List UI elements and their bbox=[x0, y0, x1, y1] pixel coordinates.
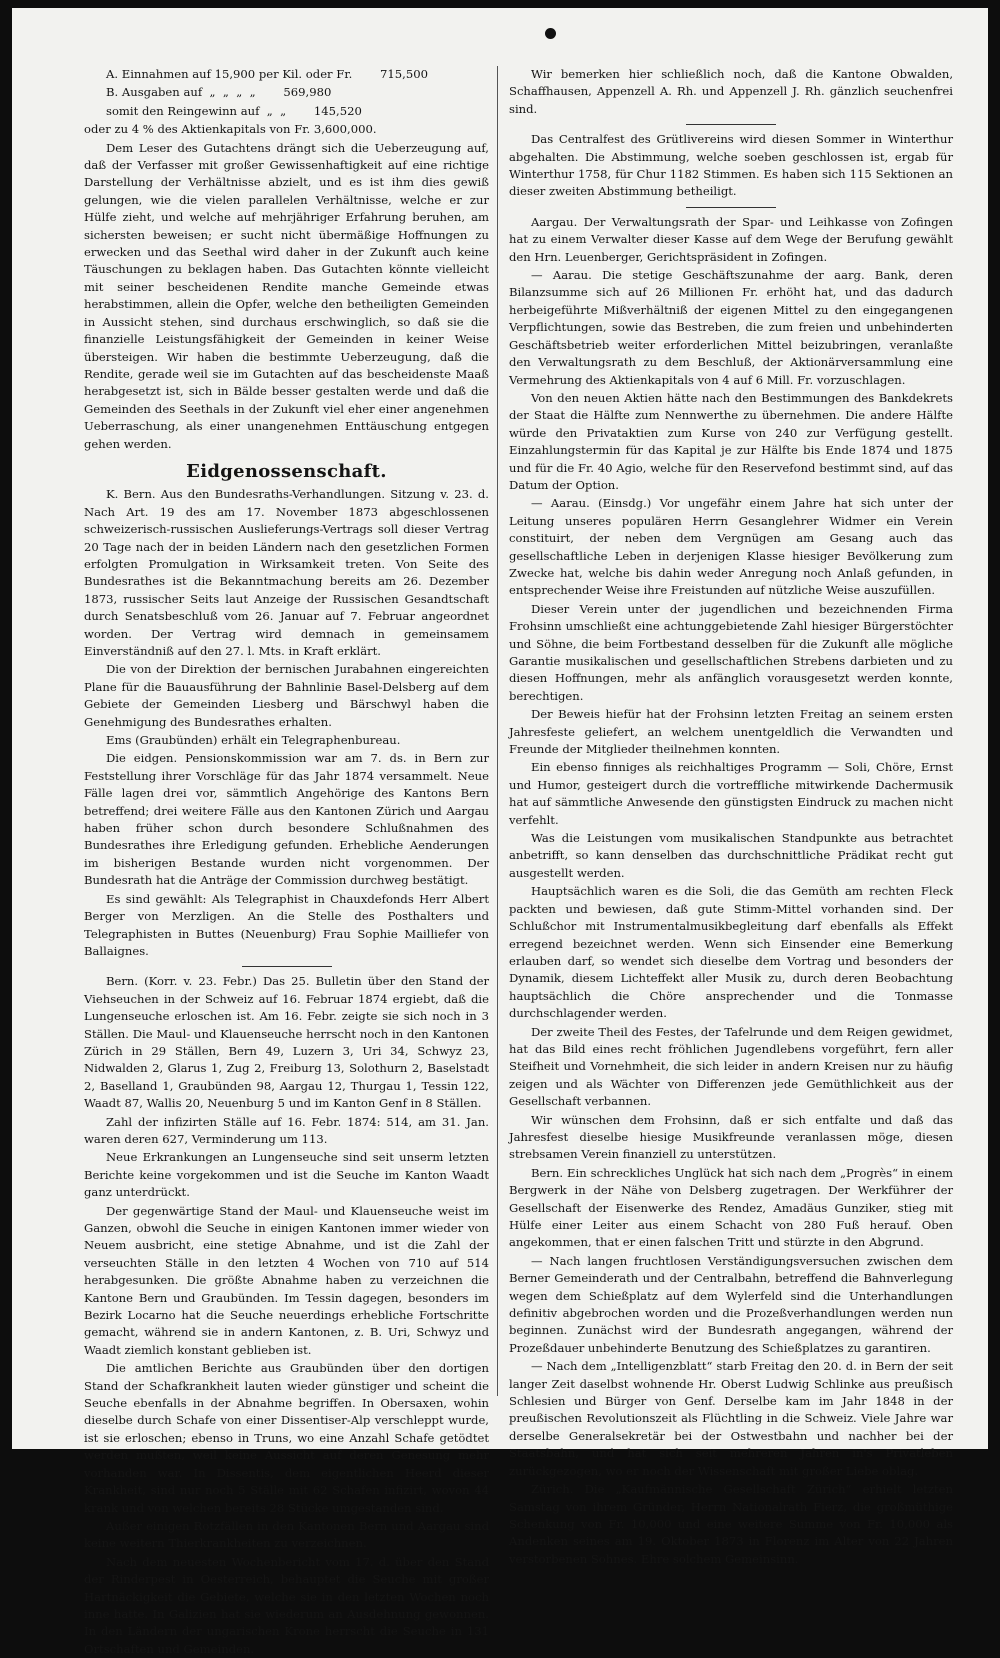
paragraph-programm: Ein ebenso finniges als reichhaltiges Programm — Soli, Chöre, Ernst und Humor, gesteigert durch die vortreffliche mitwirkende Dachermusik hat auf sämmtliche Anwesende den günstigsten Eindruck zu machen nicht verfehlt. bbox=[509, 760, 953, 827]
paragraph-ems: Ems (Graubünden) erhält ein Telegraphenbureau. bbox=[106, 733, 401, 748]
newspaper-page bbox=[12, 8, 988, 1656]
paragraph-bern-unglueck: Bern. Ein schreckliches Unglück hat sich nach dem „Progrès“ in einem Bergwerk in der Nähe von Delsberg zugetragen. Der Werkführer der Gesellschaft der Eisenwerke des Rendez, Amadäus Gunziker, stieg mit Hülfe einer Leiter aus einem Schacht von 280 Fuß herauf. Oben angekommen, that er einen falschen Tritt und stürzte in den Abgrund. bbox=[509, 1165, 953, 1250]
paragraph-soli: Hauptsächlich waren es die Soli, die das Gemüth am rechten Fleck packten und bewiesen, daß gute Stimm-Mittel vorhanden sind. Der Schlußchor mit Instrumentalmusikbegleitung darf ebenfalls als Effekt erregend bezeichnet werden. Wenn sich Einsender eine Bemerkung erlauben darf, so wendet sich dieselbe dem Vortrag und besonders der Dynamik, diesem Lichteffekt aller Musik zu, durch deren Beobachtung hauptsächlich die Chöre ansprechender und die Tonmasse durchschlagender werden. bbox=[509, 884, 953, 1021]
paragraph-leistungen: Was die Leistungen vom musikalischen Standpunkte aus betrachtet anbetrifft, so kann denselben das durchschnittliche Prädikat recht gut ausgestellt werden. bbox=[509, 831, 953, 880]
separator bbox=[686, 124, 776, 125]
paragraph-bern-nekrolog: — Nach dem „Intelligenzblatt“ starb Freitag den 20. d. in Bern der seit langer Zeit daselbst wohnende Hr. Oberst Ludwig Schlinke aus preußisch Schlesien und Bürger von Genf. Derselbe kam im Jahr 1848 in der preußischen Revolutionszeit als Flüchtling in die Schweiz. Viele Jahre war derselbe Generalsekretär bei der Ostwestbahn und nachher bei der Staatsbahn, und hat sich seit mehreren Jahren in's Privatleben zurückgezogen, wo er noch der Wissenschaft mit großer Liebe oblag. bbox=[509, 1359, 953, 1478]
paragraph-aargau-verwalter: Aargau. Der Verwaltungsrath der Spar- und Leihkasse von Zofingen hat zu einem Verwalter dieser Kasse auf dem Wege der Berufung gewählt den Hrn. Leuenberger, Gerichtspräsident in Zofingen. bbox=[509, 214, 953, 264]
paragraph-lungenseuche: Neue Erkrankungen an Lungenseuche sind seit unserm letzten Berichte keine vorgekommen und ist die Seuche im Kanton Waadt ganz unterdrückt. bbox=[84, 1150, 489, 1200]
figure-line-capital: oder zu 4 % des Aktienkapitals von Fr. 3,600,000. bbox=[84, 122, 377, 137]
section-heading: Eidgenossenschaft. bbox=[186, 460, 387, 482]
separator bbox=[686, 207, 776, 208]
paragraph-aarau-verein: — Aarau. (Einsdg.) Vor ungefähr einem Jahre hat sich unter der Leitung unseres populären Herrn Gesanglehrer Widmer ein Verein constituirt, der neben dem Vergnügen am Gesang auch das gesellschaftliche Leben in derjenigen Klasse hiesiger Bevölkerung zum Zwecke hat, welche bis dahin weder Anregung noch Anlaß gefunden, in entsprechender Weise ihre Freistunden auf nützliche Weise auszufüllen. bbox=[509, 496, 953, 598]
paragraph-gruetliverein: Das Centralfest des Grütlivereins wird diesen Sommer in Winterthur abgehalten. Die Abstimmung, welche soeben geschlossen ist, ergab für Winterthur 1758, für Chur 1182 Stimmen. Es haben sich 115 Sektionen an dieser zweiten Abstimmung betheiligt. bbox=[509, 132, 953, 199]
paragraph-rinderpest: Nach dem neuesten Wochenbericht vom 17. d. über den Stand der Rinderpest in Oesterreich, behauptet die Seuche mit großer Hartnäckigkeit die Gebiete, welche sie in den letzten Wochen noch inne hatte. In Galizien hat sie wiederum an Ausdehnung gewonnen. In den Ländern der ungarischen Krone herrscht die Seuche in 131 Ortschaften und Gemeinden. bbox=[84, 1554, 489, 1656]
paragraph-bern-centralbahn: — Nach langen fruchtlosen Verständigungsversuchen zwischen dem Berner Gemeinderath und der Centralbahn, betreffend die Bahnverlegung wegen dem Schießplatz auf dem Wylerfeld sind die Unterhandlungen definitiv abgebrochen worden und die Prozeßverhandlungen werden nun beginnen. Zunächst wird der Bundesrath angegangen, während der Prozeßdauer unbehinderte Benutzung des Schießplatzes zu garantiren. bbox=[509, 1253, 953, 1355]
paragraph-seuchenfrei: Wir bemerken hier schließlich noch, daß die Kantone Obwalden, Schaffhausen, Appenzell A. Rh. und Appenzell J. Rh. gänzlich seuchenfrei sind. bbox=[509, 67, 953, 116]
paragraph-jahresfest: Der Beweis hiefür hat der Frohsinn letzten Freitag an seinem ersten Jahresfeste geliefert, an welchem unentgeldlich die Verwandten und Freunde der Mitglieder theilnehmen konnten. bbox=[509, 707, 953, 757]
paragraph-infizirte-staelle: Zahl der infizirten Ställe auf 16. Febr. 1874: 514, am 31. Jan. waren deren 627, Verminderung um 113. bbox=[84, 1114, 489, 1146]
figure-line-income: A. Einnahmen auf 15,900 per Kil. oder Fr. 715,500 bbox=[106, 67, 428, 81]
right-column bbox=[509, 66, 953, 1566]
column-rule bbox=[497, 66, 498, 1396]
paragraph-wuensche: Wir wünschen dem Frohsinn, daß er sich entfalte und daß das Jahresfest dieselbe hiesige Musikfreunde veranlassen möge, diesen strebsamen Verein finanziell zu unterstützen. bbox=[509, 1112, 953, 1162]
paragraph-bundesrath: K. Bern. Aus den Bundesraths-Verhandlungen. Sitzung v. 23. d. Nach Art. 19 des am 17. November 1873 abgeschlossenen schweizerisch-russischen Auslieferungs-Vertrags soll dieser Vertrag 20 Tage nach der in beiden Ländern nach den gesetzlichen Formen erfolgten Promulgation in Wirksamkeit treten. Von Seite des Bundesrathes ist die Bekanntmachung bereits am 26. Dezember 1873, russischer Seits laut Anzeige der Russischen Gesandtschaft durch Senatsbeschluß vom 26. Januar auf 7. Februar angeordnet worden. Der Vertrag wird demnach in gemeinsamem Einverständniß auf den 27. l. Mts. in Kraft erklärt. bbox=[84, 487, 489, 658]
paragraph-zweiter-theil: Der zweite Theil des Festes, der Tafelrunde und dem Reigen gewidmet, hat das Bild eines recht fröhlichen Jugendlebens vorgeführt, fern aller Steifheit und Vornehmheit, die sich leider in andern Kreisen nur zu häufig zeigen und als Wächter von Differenzen jede Gemüthlichkeit aus der Gesellschaft verbannen. bbox=[509, 1024, 953, 1109]
paragraph-zuerich-schenkung: Zürich. Die „Kaufmännische Gesellschaft Zürich“ erhielt letzten Samstag von ihrem Gründer, Herrn Nationalrath Fierz, die großmüthige Schenkung von Fr. 10,000 und eine weitere Summe von Fr. 10,000 als Andenken seines am 19. Oktober 1873 in Florenz im Alter von 22 Jahren verstorbenen Sohnes. Ehre solchem Gemeinsinn. bbox=[509, 1482, 953, 1566]
ink-dot bbox=[545, 28, 556, 39]
paragraph-frohsinn: Dieser Verein unter der jugendlichen und bezeichnenden Firma Frohsinn umschließt eine achtunggebietende Zahl hiesiger Bürgerstöchter und Söhne, die beim Fortbestand desselben für die Zukunft alle mögliche Garantie musikalischen und gesellschaftlichen Strebens darbieten und zu diesen Hoffnungen, mehr als anfänglich vorausgesetzt werden konnte, berechtigen. bbox=[509, 601, 953, 703]
paragraph-klauenseuche: Der gegenwärtige Stand der Maul- und Klauenseuche weist im Ganzen, obwohl die Seuche in einigen Kantonen immer wieder von Neuem ausbricht, eine stetige Abnahme, und ist die Zahl der verseuchten Ställe in den letzten 4 Wochen von 710 auf 514 herabgesunken. Die größte Abnahme haben zu verzeichnen die Kantone Bern und Graubünden. Im Tessin dagegen, besonders im Bezirk Locarno hat die Seuche neuerdings erhebliche Fortschritte gemacht, während sie in andern Kantonen, z. B. Uri, Schwyz und Waadt ziemlich konstant geblieben ist. bbox=[84, 1203, 489, 1357]
left-column bbox=[84, 66, 489, 1656]
paragraph-pensionskommission: Die eidgen. Pensionskommission war am 7. ds. in Bern zur Feststellung ihrer Vorschläge für das Jahr 1874 versammelt. Neue Fälle lagen drei vor, sämmtlich Angehörige des Kantons Bern betreffend; drei weitere Fälle aus den Kantonen Zürich und Aargau haben früher schon durch besondere Schlußnahmen des Bundesrathes ihre Erledigung gefunden. Erhebliche Aenderungen im bisherigen Bestande wurden nicht vorgenommen. Der Bundesrath hat die Anträge der Commission durchweg bestätigt. bbox=[84, 751, 489, 888]
paragraph-wahlen: Es sind gewählt: Als Telegraphist in Chauxdefonds Herr Albert Berger von Merzligen. An die Stelle des Posthalters und Telegraphisten in Buttes (Neuenburg) Frau Sophie Mailliefer von Ballaignes. bbox=[84, 891, 489, 958]
paragraph-aarau-bank: — Aarau. Die stetige Geschäftszunahme der aarg. Bank, deren Bilanzsumme sich auf 26 Millionen Fr. erhöht hat, und das dadurch herbeigeführte Mißverhältniß der eigenen Mittel zu den eingegangenen Verpflichtungen, sowie das Bestreben, die zum freien und unbehinderten Geschäftsbetrieb weiter erforderlichen Mittel beizubringen, veranlaßte den Verwaltungsrath zu dem Beschluß, der Aktionärversammlung eine Vermehrung des Aktienkapitals von 4 auf 6 Mill. Fr. vorzuschlagen. bbox=[509, 268, 953, 387]
paragraph-neue-aktien: Von den neuen Aktien hätte nach den Bestimmungen des Bankdekrets der Staat die Hälfte zum Nennwerthe zu übernehmen. Die andere Hälfte würde den Privataktien zum Kurse von 240 zur Verfügung gestellt. Einzahlungstermin für das Kapital je zur Hälfte bis Ende 1874 und 1875 und für die Fr. 40 Agio, welche für den Reservefond bestimmt sind, auf das Datum der Option. bbox=[509, 390, 953, 492]
figure-line-expenses: B. Ausgaben auf „ „ „ „ 569,980 bbox=[106, 85, 332, 100]
figure-line-net: somit den Reingewinn auf „ „ 145,520 bbox=[106, 103, 362, 118]
paragraph-jurabahnen: Die von der Direktion der bernischen Jurabahnen eingereichten Plane für die Bauausführung der Bahnlinie Basel-Delsberg auf dem Gebiete der Gemeinden Liesberg und Bärschwyl haben die Genehmigung des Bundesrathes erhalten. bbox=[84, 662, 489, 729]
paragraph-rotzfaelle: Außer einigen Rotzfällen in den Kantonen Bern und Aargau sind keine weitern Thierkrankheiten zu verzeichnen. bbox=[84, 1518, 489, 1551]
paragraph-viehseuchen: Bern. (Korr. v. 23. Febr.) Das 25. Bulletin über den Stand der Viehseuchen in der Schweiz auf 16. Februar 1874 ergiebt, daß die Lungenseuche erloschen ist. Am 16. Febr. zeigte sie sich noch in 3 Ställen. Die Maul- und Klauenseuche herrscht noch in den Kantonen Zürich in 29 Ställen, Bern 49, Luzern 3, Uri 34, Schwyz 23, Nidwalden 2, Glarus 1, Zug 2, Freiburg 13, Solothurn 2, Baselstadt 2, Baselland 1, Graubünden 98, Aargau 12, Thurgau 1, Tessin 122, Waadt 87, Wallis 20, Neuenburg 5 und im Kanton Genf in 8 Ställen. bbox=[84, 974, 489, 1111]
separator bbox=[242, 966, 332, 967]
paragraph-gutachten: Dem Leser des Gutachtens drängt sich die Ueberzeugung auf, daß der Verfasser mit großer Gewissenhaftigkeit auf eine richtige Darstellung der Verhältnisse abzielt, und es ist ihm dies gewiß gelungen, wie die vielen parallelen Verhältnisse, welche er zur Hülfe zieht, und welche auf mehrjähriger Erfahrung beruhen, am sichersten beweisen; er sucht nicht übermäßige Hoffnungen zu erwecken und das Seethal wird daher in der Zukunft auch keine Täuschungen zu beklagen haben. Das Gutachten könnte vielleicht mit seiner bescheidenen Rendite manche Gemeinde etwas herabstimmen, allein die Opfer, welche den betheiligten Gemeinden in Aussicht stehen, sind durchaus erschwinglich, so daß sie die finanzielle Leistungsfähigkeit der Gemeinden in keiner Weise übersteigen. Wir haben die bestimmte Ueberzeugung, daß die Rendite, gerade weil sie im Gutachten auf das bescheidenste Maaß herabgesetzt ist, sich in Bälde besser gestalten werde und daß die Gemeinden des Seethals in der Zukunft viel eher einer angenehmen Ueberraschung, als einer unangenehmen Enttäuschung entgegen gehen werden. bbox=[84, 140, 489, 451]
paragraph-schafkrankheit: Die amtlichen Berichte aus Graubünden über den dortigen Stand der Schafkrankheit lauten wieder günstiger und scheint die Seuche ebenfalls in der Abnahme begriffen. In Obersaxen, wohin dieselbe durch Schafe von einer Dissentiser-Alp verschleppt wurde, ist sie erloschen; ebenso in Truns, wo eine Anzahl Schafe getödtet werden mußten, weil keine Aussicht auf deren Genesung mehr vorhanden war. In Dissentis, dem eigentlichen Heerd dieser Krankheit, sind nur noch 5 Ställe mit 62 Schafen infizirt, wovon 44 krank und von welchen bereits 28 Stücke umgestanden sind. bbox=[84, 1361, 489, 1515]
